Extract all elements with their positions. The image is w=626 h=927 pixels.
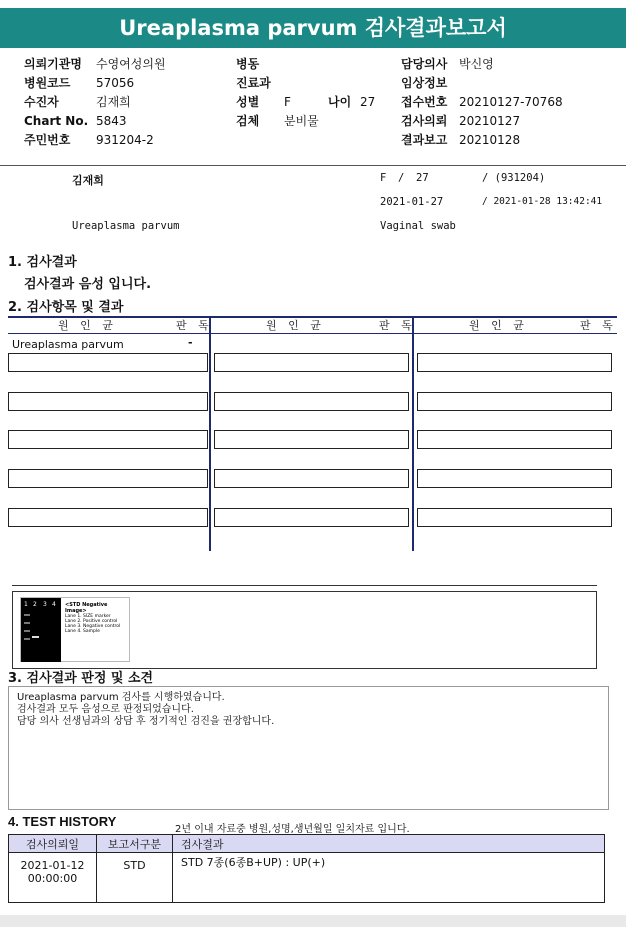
sub-sex: F: [380, 172, 387, 184]
department-label: 진료과: [236, 76, 271, 90]
result-cell: [417, 469, 612, 488]
history-header-type: 보고서구분: [97, 835, 173, 853]
opinion-line: 검사결과 모두 음성으로 판정되었습니다.: [17, 704, 194, 715]
receipt-no-value: 20210127-70768: [459, 95, 563, 109]
result-cell: [214, 469, 409, 488]
lane-number: 2: [33, 601, 37, 608]
clinical-info-label: 임상정보: [401, 76, 448, 90]
result-cell: [8, 392, 208, 411]
lane-number: 3: [43, 601, 47, 608]
sub-report-datetime: / 2021-01-28 13:42:41: [482, 196, 603, 207]
info-column-1: [24, 55, 166, 150]
opinion-line: 담당 의사 선생님과의 상담 후 정기적인 검진을 권장합니다.: [17, 716, 275, 727]
history-time: 00:00:00: [27, 872, 78, 885]
request-date-value: 20210127: [459, 114, 521, 128]
chart-no-label: Chart No.: [24, 114, 89, 128]
section3-title: 3. 검사결과 판정 및 소견: [8, 671, 154, 686]
history-date: 2021-01-12: [20, 859, 85, 872]
hospital-code-label: 병원코드: [24, 76, 71, 90]
sub-patient-name: 김재희: [72, 174, 104, 187]
sub-age: 27: [416, 172, 429, 184]
gel-legend-line: Lane 4. Sample: [65, 629, 100, 634]
sex-label: 성별: [236, 95, 260, 109]
section2-title: 2. 검사항목 및 결과: [8, 300, 124, 315]
history-note: 2년 이내 자료중 병원,성명,생년월일 일치자료 입니다.: [175, 824, 410, 835]
header-divider: [0, 165, 626, 166]
grid-divider-1: [209, 316, 211, 551]
result-cell: [214, 353, 409, 372]
gel-picture: [21, 598, 61, 662]
section1-title: 1. 검사결과: [8, 255, 77, 270]
result-cell: [417, 508, 612, 527]
grid-col1-header: 원 인 균: [58, 319, 117, 332]
sub-request-date: 2021-01-27: [380, 196, 444, 208]
history-date-cell: [9, 853, 97, 903]
table-row: [9, 853, 605, 903]
ward-label: 병동: [236, 57, 260, 71]
result-cell: [417, 353, 612, 372]
section1-result: 검사결과 음성 입니다.: [24, 277, 152, 292]
image-top-line: [12, 585, 597, 586]
test-history-table: [8, 834, 605, 903]
institution-value: 수영여성의원: [96, 57, 166, 71]
result-cell: [214, 392, 409, 411]
result-cell: [8, 353, 208, 372]
grid-divider-2: [412, 316, 414, 551]
result-cell: [8, 469, 208, 488]
chart-no-value: 5843: [96, 114, 127, 128]
result-organism-judgement: -: [188, 336, 193, 349]
sub-specimen: Vaginal swab: [380, 220, 456, 232]
receipt-no-label: 접수번호: [401, 95, 448, 109]
marker-band: [24, 630, 30, 632]
opinion-box: [8, 686, 609, 810]
marker-band: [24, 614, 30, 616]
lane-number: 4: [52, 601, 56, 608]
report-date-value: 20210128: [459, 133, 521, 147]
sub-birth: / (931204): [482, 172, 546, 184]
patient-label: 수진자: [24, 95, 59, 109]
history-result: STD 7종(6종B+UP) : UP(+): [173, 853, 605, 903]
report-title: Ureaplasma parvum 검사결과보고서: [0, 8, 626, 48]
opinion-line: Ureaplasma parvum 검사를 시행하였습니다.: [17, 692, 225, 703]
institution-label: 의뢰기관명: [24, 57, 82, 71]
gel-electrophoresis-image: [20, 597, 130, 662]
grid-col3-judge-header: 판 독: [580, 319, 617, 332]
specimen-value: 분비물: [284, 114, 319, 128]
result-cell: [214, 508, 409, 527]
results-grid-header-border: [8, 333, 617, 334]
marker-band: [24, 638, 30, 640]
gel-legend-line: Lane 1. SIZE marker: [65, 614, 111, 619]
doctor-value: 박신영: [459, 57, 494, 71]
marker-band: [24, 622, 30, 624]
grid-col2-header: 원 인 균: [266, 319, 325, 332]
history-header-result: 검사결과: [173, 835, 605, 853]
info-column-3: [401, 55, 563, 150]
patient-value: 김재희: [96, 95, 131, 109]
grid-col3-header: 원 인 균: [469, 319, 528, 332]
result-cell: [417, 430, 612, 449]
gel-legend-line: Lane 2. Positive control: [65, 619, 118, 624]
history-header-date: 검사의뢰일: [9, 835, 97, 853]
resident-no-value: 931204-2: [96, 133, 154, 147]
age-value: 27: [360, 95, 376, 109]
hospital-code-value: 57056: [96, 76, 135, 90]
doctor-label: 담당의사: [401, 57, 448, 71]
bottom-strip: [0, 915, 626, 927]
result-cell: [214, 430, 409, 449]
report-date-label: 결과보고: [401, 133, 448, 147]
sub-slash: /: [398, 172, 405, 184]
gel-legend-line: Lane 3. Negative control: [65, 624, 121, 629]
specimen-label: 검체: [236, 114, 260, 128]
section4-title: 4. TEST HISTORY: [8, 814, 117, 829]
sub-test-name: Ureaplasma parvum: [72, 220, 180, 232]
result-organism-name: Ureaplasma parvum: [12, 338, 124, 351]
sex-value: F: [284, 95, 291, 109]
grid-col1-judge-header: 판 독: [176, 319, 213, 332]
history-type: STD: [97, 853, 173, 903]
grid-col2-judge-header: 판 독: [379, 319, 416, 332]
result-cell: [8, 430, 208, 449]
lane-number: 1: [24, 601, 28, 608]
result-cell: [417, 392, 612, 411]
positive-control-band: [32, 636, 39, 638]
info-column-2: [236, 55, 375, 131]
request-date-label: 검사의뢰: [401, 114, 448, 128]
gel-title: <STD Negative Image>: [65, 602, 108, 614]
resident-no-label: 주민번호: [24, 133, 71, 147]
history-header-row: [9, 835, 605, 853]
result-cell: [8, 508, 208, 527]
age-label: 나이: [328, 95, 352, 109]
